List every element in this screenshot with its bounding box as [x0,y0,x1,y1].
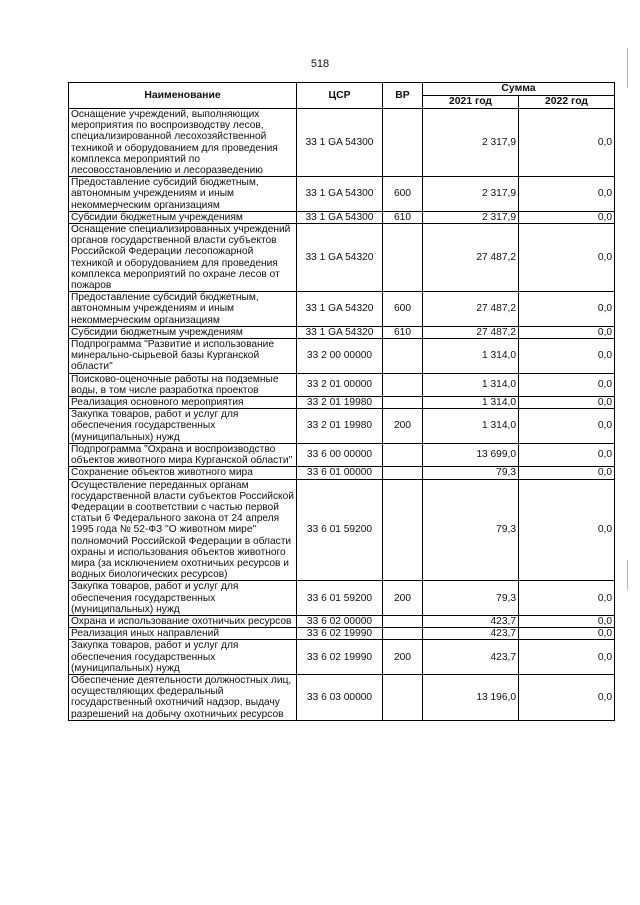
row-name: Предоставление субсидий бюджетным, автономным учреждениям и иным некоммерческим организациям [69,177,297,212]
row-name: Охрана и использование охотничьих ресурсов [69,615,297,627]
row-sum-2021: 1 314,0 [423,397,519,409]
row-vr [383,443,423,466]
row-sum-2021: 1 314,0 [423,373,519,396]
row-sum-2022: 0,0 [519,224,615,292]
row-vr: 200 [383,581,423,616]
table-row [69,224,615,292]
row-sum-2022: 0,0 [519,409,615,444]
row-vr [383,615,423,627]
table-row [69,177,615,212]
row-csr: 33 1 GA 54300 [297,109,383,177]
table-row [69,409,615,444]
table-row [69,326,615,338]
row-sum-2022: 0,0 [519,581,615,616]
row-sum-2022: 0,0 [519,373,615,396]
page-number: 518 [310,58,330,70]
row-vr: 200 [383,409,423,444]
row-sum-2021: 423,7 [423,640,519,675]
row-name: Реализация основного мероприятия [69,397,297,409]
header-year-2021: 2021 год [423,96,519,109]
row-sum-2021: 27 487,2 [423,326,519,338]
row-name: Оснащение специализированных учреждений органов государственной власти субъектов Российской Федерации лесопожарной техникой и оборудованием для проведения комплекса мероприятий по охране лесов от пожаров [69,224,297,292]
row-vr: 200 [383,640,423,675]
row-csr: 33 2 00 00000 [297,339,383,374]
header-csr: ЦСР [297,83,383,109]
row-sum-2021: 1 314,0 [423,409,519,444]
budget-table [68,82,615,721]
row-csr: 33 6 01 00000 [297,467,383,479]
row-sum-2022: 0,0 [519,326,615,338]
table-row [69,373,615,396]
row-sum-2021: 79,3 [423,467,519,479]
row-vr [383,109,423,177]
header-vr: ВР [383,83,423,109]
header-name: Наименование [69,83,297,109]
row-sum-2021: 423,7 [423,615,519,627]
row-name: Поисково-оценочные работы на подземные воды, в том числе разработка проектов [69,373,297,396]
table-row [69,581,615,616]
row-vr [383,674,423,720]
header-row [69,83,615,96]
row-sum-2022: 0,0 [519,292,615,327]
table-row [69,640,615,675]
row-sum-2022: 0,0 [519,177,615,212]
row-csr: 33 1 GA 54320 [297,292,383,327]
table-row [69,339,615,374]
row-csr: 33 1 GA 54300 [297,211,383,223]
table-row [69,292,615,327]
row-vr: 610 [383,211,423,223]
row-csr: 33 2 01 19980 [297,397,383,409]
row-sum-2022: 0,0 [519,443,615,466]
row-csr: 33 2 01 00000 [297,373,383,396]
row-name: Подпрограмма "Охрана и воспроизводство объектов животного мира Курганской области" [69,443,297,466]
row-sum-2021: 423,7 [423,628,519,640]
row-vr [383,397,423,409]
row-sum-2022: 0,0 [519,615,615,627]
row-name: Оснащение учреждений, выполняющих мероприятия по воспроизводству лесов, специализированной лесохозяйственной техникой и оборудованием для проведения комплекса мероприятий по лесовосстановлению и лесоразведению [69,109,297,177]
row-name: Закупка товаров, работ и услуг для обеспечения государственных (муниципальных) нужд [69,640,297,675]
row-csr: 33 6 00 00000 [297,443,383,466]
row-vr [383,467,423,479]
table-row [69,211,615,223]
scan-edge-mark [627,48,628,88]
table-row [69,397,615,409]
row-name: Реализация иных направлений [69,628,297,640]
table-row [69,674,615,720]
scan-edge-mark [627,560,628,590]
row-vr [383,373,423,396]
table-row [69,628,615,640]
row-sum-2022: 0,0 [519,479,615,581]
row-name: Закупка товаров, работ и услуг для обеспечения государственных (муниципальных) нужд [69,581,297,616]
row-sum-2021: 79,3 [423,479,519,581]
row-name: Субсидии бюджетным учреждениям [69,326,297,338]
table-row [69,109,615,177]
row-vr [383,224,423,292]
row-sum-2021: 2 317,9 [423,177,519,212]
row-sum-2022: 0,0 [519,211,615,223]
row-name: Закупка товаров, работ и услуг для обеспечения государственных (муниципальных) нужд [69,409,297,444]
row-csr: 33 1 GA 54300 [297,177,383,212]
row-name: Сохранение объектов животного мира [69,467,297,479]
row-vr: 600 [383,177,423,212]
row-sum-2021: 13 196,0 [423,674,519,720]
row-csr: 33 6 02 19990 [297,628,383,640]
table-row [69,443,615,466]
row-csr: 33 6 01 59200 [297,581,383,616]
row-sum-2021: 27 487,2 [423,224,519,292]
row-sum-2022: 0,0 [519,674,615,720]
table-row [69,467,615,479]
row-sum-2022: 0,0 [519,628,615,640]
row-sum-2021: 13 699,0 [423,443,519,466]
header-year-2022: 2022 год [519,96,615,109]
row-name: Предоставление субсидий бюджетным, автономным учреждениям и иным некоммерческим организациям [69,292,297,327]
row-vr: 600 [383,292,423,327]
row-sum-2022: 0,0 [519,640,615,675]
row-csr: 33 6 02 19990 [297,640,383,675]
row-vr [383,479,423,581]
row-name: Субсидии бюджетным учреждениям [69,211,297,223]
row-name: Осуществление переданных органам государственной власти субъектов Российской Федерации в соответствии с частью первой статьи 6 Федерального закона от 24 апреля 1995 года № 52-ФЗ "О животном мире" полномочий Российской Федерации в области охраны и использования объектов животного мира (за исключением охотничьих ресурсов и водных биологических ресурсов) [69,479,297,581]
row-sum-2021: 27 487,2 [423,292,519,327]
row-csr: 33 1 GA 54320 [297,224,383,292]
row-sum-2021: 2 317,9 [423,211,519,223]
row-csr: 33 6 01 59200 [297,479,383,581]
row-sum-2021: 79,3 [423,581,519,616]
row-csr: 33 6 03 00000 [297,674,383,720]
row-vr: 610 [383,326,423,338]
row-sum-2022: 0,0 [519,467,615,479]
table-row [69,615,615,627]
row-sum-2021: 1 314,0 [423,339,519,374]
row-sum-2022: 0,0 [519,339,615,374]
row-vr [383,339,423,374]
row-sum-2021: 2 317,9 [423,109,519,177]
row-csr: 33 1 GA 54320 [297,326,383,338]
row-name: Обеспечение деятельности должностных лиц, осуществляющих федеральный государственный охотничий надзор, выдачу разрешений на добычу охотничьих ресурсов [69,674,297,720]
row-vr [383,628,423,640]
header-sum: Сумма [423,83,615,96]
row-sum-2022: 0,0 [519,397,615,409]
row-sum-2022: 0,0 [519,109,615,177]
row-csr: 33 6 02 00000 [297,615,383,627]
row-csr: 33 2 01 19980 [297,409,383,444]
row-name: Подпрограмма "Развитие и использование минерально-сырьевой базы Курганской области" [69,339,297,374]
table-body [69,109,615,721]
table-row [69,479,615,581]
